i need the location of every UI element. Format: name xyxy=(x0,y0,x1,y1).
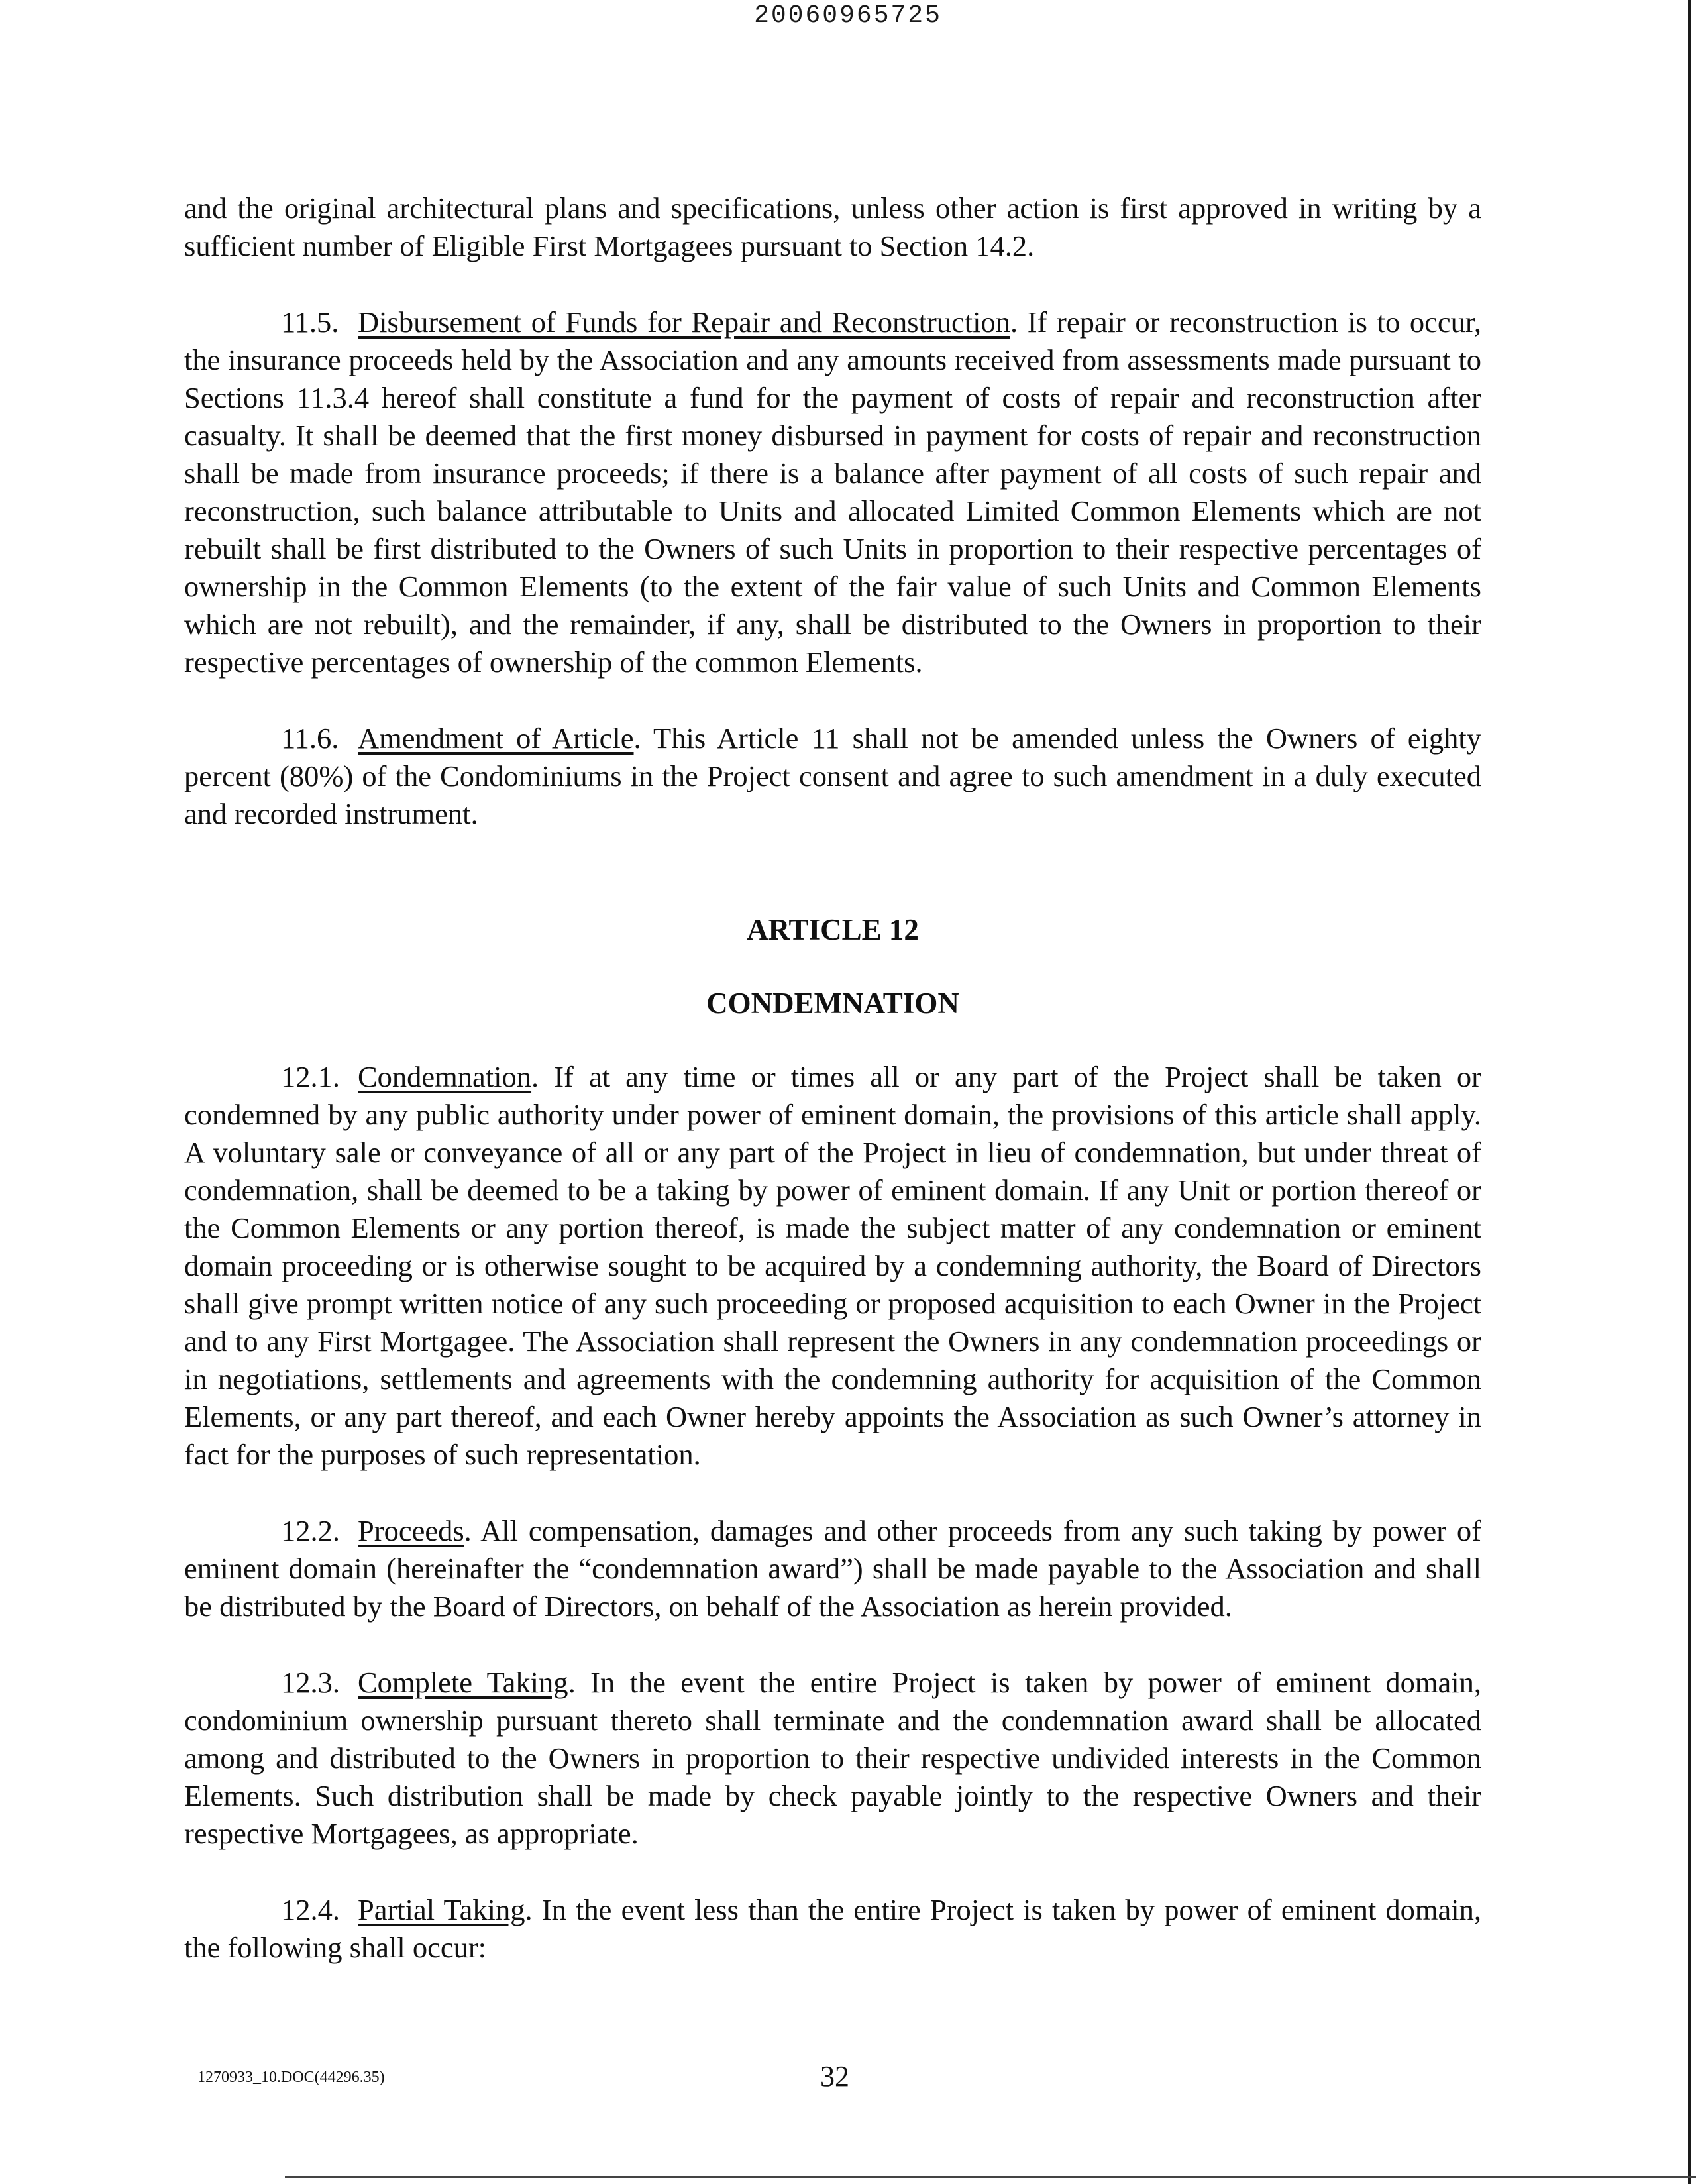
section-text: If repair or reconstruction is to occur, the insurance proceeds held by the Association and any amounts received from assessments made pursuant to Sections 11.3.4 hereof shall constitute a fund for the payment of costs of repair and reconstruction after casualty. It shall be deemed that the first money disbursed in payment for costs of repair and reconstruction shall be made from insurance proceeds; if there is a balance after payment of all costs of such repair and reconstruction, such balance attributable to Units and allocated Limited Common Elements which are not rebuilt shall be first distributed to the Owners of such Units in proportion to their respective percentages of ownership in the Common Elements (to the extent of the fair value of such Units and Common Elements which are not rebuilt), and the remainder, if any, shall be distributed to the Owners in proportion to their respective percentages of ownership of the common Elements. xyxy=(184,305,1481,679)
article-heading: ARTICLE 12 xyxy=(747,913,919,946)
section-text: All compensation, damages and other proceeds from any such taking by power of eminent domain (hereinafter the “condemnation award”) shall be made payable to the Association and shall be distributed by the Board of Directors, on behalf of the Association as herein provided. xyxy=(184,1514,1481,1623)
section-12-2: 12.2. Proceeds. All compensation, damages and other proceeds from any such taking by power of eminent domain (hereinafter the “condemnation award”) shall be made payable to the Association and shall be distributed by the Board of Directors, on behalf of the Association as herein provided. xyxy=(184,1512,1481,1625)
section-number: 11.5. xyxy=(281,305,339,339)
section-number: 11.6. xyxy=(281,722,339,755)
article-subheading: CONDEMNATION xyxy=(706,987,959,1020)
carryover-paragraph: and the original architectural plans and specifications, unless other action is first approved in writing by a sufficient number of Eligible First Mortgagees pursuant to Section 14.2. xyxy=(184,191,1481,262)
section-12-4: 12.4. Partial Taking. In the event less than the entire Project is taken by power of eminent domain, the following shall occur: xyxy=(184,1891,1481,1967)
section-12-3: 12.3. Complete Taking. In the event the entire Project is taken by power of eminent domain, condominium ownership pursuant thereto shall terminate and the condemnation award shall be allocated among and distributed to the Owners in proportion to their respective undivided interests in the Common Elements. Such distribution shall be made by check payable jointly to the respective Owners and their respective Mortgagees, as appropriate. xyxy=(184,1664,1481,1853)
page-number: 32 xyxy=(820,2060,849,2093)
document-reference: 1270933_10.DOC(44296.35) xyxy=(197,2069,385,2086)
section-title: Proceeds xyxy=(358,1514,464,1547)
section-11-6: 11.6. Amendment of Article. This Article 11 shall not be amended unless the Owners of eighty percent (80%) of the Condominiums in the Project consent and agree to such amendment in a duly executed and recorded instrument. xyxy=(184,720,1481,833)
scan-bottom-rule xyxy=(285,2176,1696,2178)
section-title: Condemnation xyxy=(358,1060,532,1093)
document-number: 20060965725 xyxy=(754,1,942,30)
section-number: 12.3. xyxy=(281,1666,340,1699)
section-number: 12.4. xyxy=(281,1893,340,1926)
section-title: Partial Taking xyxy=(358,1893,525,1926)
section-text: In the event less than the entire Project is taken by power of eminent domain, the following shall occur: xyxy=(184,1893,1481,1964)
section-text: In the event the entire Project is taken by power of eminent domain, condominium ownership pursuant thereto shall terminate and the condemnation award shall be allocated among and distributed to the Owners in proportion to their respective undivided interests in the Common Elements. Such distribution shall be made by check payable jointly to the respective Owners and their respective Mortgagees, as appropriate. xyxy=(184,1666,1482,1850)
page-body xyxy=(184,190,1481,1967)
section-number: 12.1. xyxy=(281,1060,340,1093)
section-title: Complete Taking xyxy=(358,1666,568,1699)
section-12-1: 12.1. Condemnation. If at any time or times all or any part of the Project shall be taken or condemned by any public authority under power of eminent domain, the provisions of this article shall apply. A voluntary sale or conveyance of all or any part of the Project in lieu of condemnation, but under threat of condemnation, shall be deemed to be a taking by power of eminent domain. If any Unit or portion thereof or the Common Elements or any portion thereof, is made the subject matter of any condemnation or eminent domain proceeding or is otherwise sought to be acquired by a condemning authority, the Board of Directors shall give prompt written notice of any such proceeding or proposed acquisition to each Owner in the Project and to any First Mortgagee. The Association shall represent the Owners in any condemnation proceedings or in negotiations, settlements and agreements with the condemning authority for acquisition of the Common Elements, or any part thereof, and each Owner hereby appoints the Association as such Owner’s attorney in fact for the purposes of such representation. xyxy=(184,1058,1481,1474)
section-11-5: 11.5. Disbursement of Funds for Repair and Reconstruction. If repair or reconstruction is to occur, the insurance proceeds held by the Association and any amounts received from assessments made pursuant to Sections 11.3.4 hereof shall constitute a fund for the payment of costs of repair and reconstruction after casualty. It shall be deemed that the first money disbursed in payment for costs of repair and reconstruction shall be made from insurance proceeds; if there is a balance after payment of all costs of such repair and reconstruction, such balance attributable to Units and allocated Limited Common Elements which are not rebuilt shall be first distributed to the Owners of such Units in proportion to their respective percentages of ownership in the Common Elements (to the extent of the fair value of such Units and Common Elements which are not rebuilt), and the remainder, if any, shall be distributed to the Owners in proportion to their respective percentages of ownership of the common Elements. xyxy=(184,303,1481,681)
section-text: This Article 11 shall not be amended unless the Owners of eighty percent (80%) of the Condominiums in the Project consent and agree to such amendment in a duly executed and recorded instrument. xyxy=(184,722,1481,830)
section-title: Disbursement of Funds for Repair and Reconstruction xyxy=(358,305,1010,339)
section-title: Amendment of Article xyxy=(358,722,634,755)
page-footer xyxy=(197,2059,1522,2099)
section-text: If at any time or times all or any part of the Project shall be taken or condemned by any public authority under power of eminent domain, the provisions of this article shall apply. A voluntary sale or conveyance of all or any part of the Project in lieu of condemnation, but under threat of condemnation, shall be deemed to be a taking by power of eminent domain. If any Unit or portion thereof or the Common Elements or any portion thereof, is made the subject matter of any condemnation or eminent domain proceeding or is otherwise sought to be acquired by a condemning authority, the Board of Directors shall give prompt written notice of any such proceeding or proposed acquisition to each Owner in the Project and to any First Mortgagee. The Association shall represent the Owners in any condemnation proceedings or in negotiations, settlements and agreements with the condemning authority for acquisition of the Common Elements, or any part thereof, and each Owner hereby appoints the Association as such Owner’s attorney in fact for the purposes of such representation. xyxy=(184,1060,1481,1471)
section-number: 12.2. xyxy=(281,1514,340,1547)
scan-edge-rule xyxy=(1688,0,1691,2184)
